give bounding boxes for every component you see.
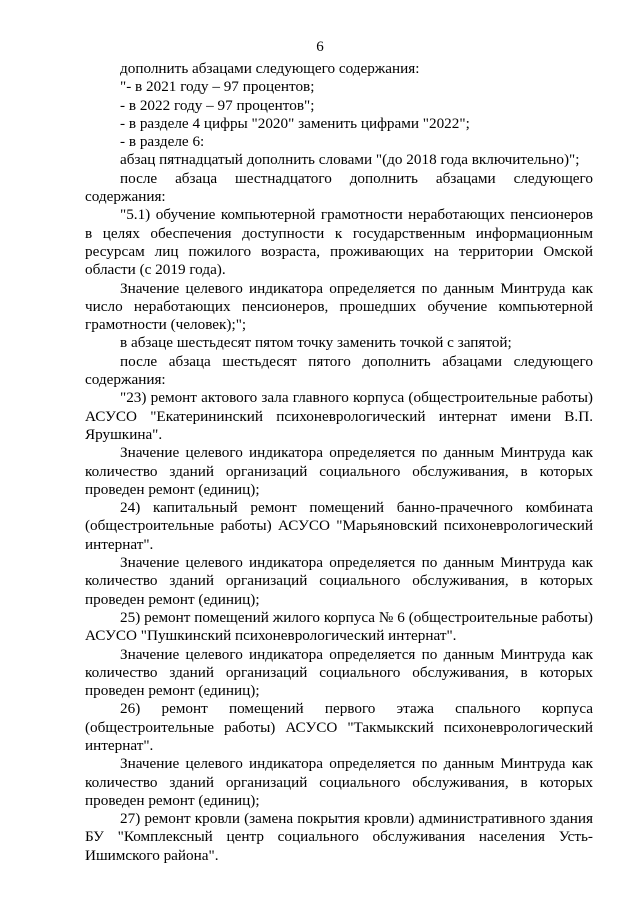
- paragraph: - в разделе 4 цифры "2020" заменить цифрами "2022";: [120, 114, 470, 132]
- paragraph: в абзаце шестьдесят пятом точку заменить точкой с запятой;: [120, 334, 512, 352]
- paragraph: 24) капитальный ремонт помещений банно-прачечного комбината (общестроительные работы) АСУСО "Марьяновский психоневрологический интернат".: [85, 499, 593, 553]
- paragraph: 27) ремонт кровли (замена покрытия кровли) административного здания БУ "Комплексный центр социального обслуживания населения Усть-Ишимского района".: [85, 810, 593, 864]
- page-number: 6: [316, 39, 324, 55]
- paragraph: Значение целевого индикатора определяется по данным Минтруда как количество зданий организаций социального обслуживания, в которых проведен ремонт (единиц);: [85, 755, 593, 809]
- paragraph: Значение целевого индикатора определяется по данным Минтруда как количество зданий организаций социального обслуживания, в которых проведен ремонт (единиц);: [85, 444, 593, 498]
- paragraph: после абзаца шестнадцатого дополнить абзацами следующего содержания:: [85, 169, 593, 206]
- document-body: [85, 60, 593, 865]
- paragraph: "23) ремонт актового зала главного корпуса (общестроительные работы) АСУСО "Екатерининский психоневрологический интернат имени В.П. Ярушкина".: [85, 389, 593, 443]
- paragraph: абзац пятнадцатый дополнить словами "(до 2018 года включительно)";: [120, 151, 580, 169]
- paragraph: Значение целевого индикатора определяется по данным Минтруда как число неработающих пенсионеров, прошедших обучение компьютерной грамотности (человек);";: [85, 279, 593, 334]
- paragraph: Значение целевого индикатора определяется по данным Минтруда как количество зданий организаций социального обслуживания, в которых проведен ремонт (единиц);: [85, 645, 593, 700]
- paragraph: после абзаца шестьдесят пятого дополнить абзацами следующего содержания:: [85, 352, 593, 389]
- paragraph: "- в 2021 году – 97 процентов;: [120, 78, 315, 96]
- paragraph: - в 2022 году – 97 процентов";: [120, 96, 315, 114]
- paragraph: - в разделе 6:: [120, 133, 205, 151]
- paragraph: 25) ремонт помещений жилого корпуса № 6 (общестроительные работы) АСУСО "Пушкинский психоневрологический интернат".: [85, 608, 593, 645]
- paragraph: дополнить абзацами следующего содержания:: [120, 60, 420, 77]
- paragraph: Значение целевого индикатора определяется по данным Минтруда как количество зданий организаций социального обслуживания, в которых проведен ремонт (единиц);: [85, 554, 593, 608]
- paragraph: "5.1) обучение компьютерной грамотности неработающих пенсионеров в целях обеспечения доступности к государственным информационным ресурсам лиц пожилого возраста, проживающих на территории Омской области (с 2019 года).: [85, 206, 593, 279]
- paragraph: 26) ремонт помещений первого этажа спального корпуса (общестроительные работы) АСУСО "Такмыкский психоневрологический интернат".: [85, 700, 593, 754]
